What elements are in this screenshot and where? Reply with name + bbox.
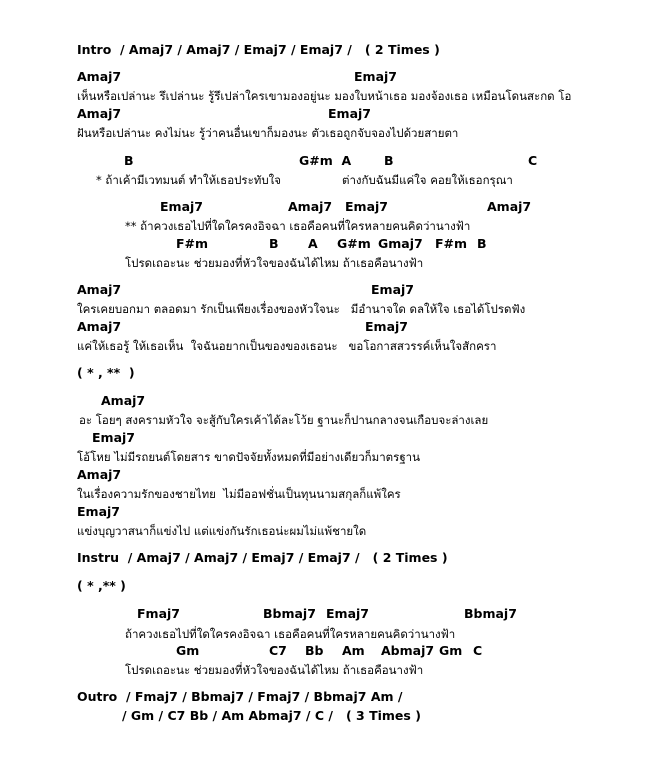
lyric-line: แข่งบุญวาสนาก็แข่งไป แต่แข่งกันรักเธอน่ะผมไม่แพ้ชายใด <box>77 524 367 538</box>
chord: Bbmaj7 <box>263 606 316 621</box>
chord: Amaj7 <box>77 282 122 297</box>
chord: C7 <box>269 643 287 658</box>
lyric-line: ใครเคยบอกมา ตลอดมา รักเป็นเพียงเรื่องของหัวใจนะ มีอำนาจใด ดลให้ใจ เธอได้โปรดฟัง <box>77 302 526 316</box>
repeat-marker: ( * ,** ) <box>77 578 126 593</box>
lyric-line: โปรดเถอะนะ ช่วยมองที่หัวใจของฉันได้ไหม ถ้าเธอคือนางฟ้า <box>125 256 424 270</box>
chord: Am <box>342 643 365 658</box>
chord: G#m <box>337 236 371 251</box>
chord: Amaj7 <box>77 69 122 84</box>
chord: B <box>124 153 134 168</box>
lyric-line: ฝันหรือเปล่านะ คงไม่นะ รู้ว่าคนอื่นเขาก็มองนะ ตัวเธอถูกจับจองไปด้วยสายตา <box>77 126 459 140</box>
chord: F#m <box>435 236 468 251</box>
chord: Amaj7 <box>77 106 122 121</box>
lyric-line: โปรดเถอะนะ ช่วยมองที่หัวใจของฉันได้ไหม ถ้าเธอคือนางฟ้า <box>125 663 424 677</box>
chord: Bbmaj7 <box>464 606 517 621</box>
chord: G#m A <box>299 153 352 168</box>
lyric-line: โอ้โหย ไม่มีรถยนต์โดยสาร ขาดปัจจัยทั้งหมดที่มีอย่างเดียวก็มาตรฐาน <box>77 450 420 464</box>
repeat-marker: ( * , ** ) <box>77 365 135 380</box>
lyric-line: ต่างกับฉันมีแค่ใจ คอยให้เธอกรุณา <box>342 173 513 187</box>
outro-line: Outro / Fmaj7 / Bbmaj7 / Fmaj7 / Bbmaj7 Am / <box>77 689 403 704</box>
chord: Emaj7 <box>365 319 408 334</box>
lyric-line: ** ถ้าควงเธอไปที่ใดใครคงอิจฉา เธอคือคนที่ใครหลายคนคิดว่านางฟ้า <box>125 219 471 233</box>
chord: Amaj7 <box>487 199 532 214</box>
chord: Emaj7 <box>328 106 371 121</box>
lyric-line: ถ้าควงเธอไปที่ใดใครคงอิจฉา เธอคือคนที่ใครหลายคนคิดว่านางฟ้า <box>125 627 456 641</box>
chord: A <box>308 236 318 251</box>
chord: B <box>384 153 394 168</box>
instru-line: Instru / Amaj7 / Amaj7 / Emaj7 / Emaj7 / ( 2 Times ) <box>77 550 448 565</box>
lyric-line: อะ โอยๆ สงครามหัวใจ จะสู้กับใครเค้าได้ละโว้ย ฐานะก็ปานกลางจนเกือบจะล่างเลย <box>79 413 489 427</box>
chord: Emaj7 <box>92 430 135 445</box>
chord: B <box>477 236 487 251</box>
chord: F#m <box>176 236 209 251</box>
chord: Emaj7 <box>354 69 397 84</box>
chord: Amaj7 <box>288 199 333 214</box>
chord: Gm <box>176 643 200 658</box>
chord: C <box>528 153 538 168</box>
lyric-line: เห็นหรือเปล่านะ รึเปล่านะ รู้รึเปล่าใครเขามองอยู่นะ มองใบหน้าเธอ มองจ้องเธอ เหมือนโดนสะกด โอ <box>77 89 572 103</box>
chord: Abmaj7 <box>381 643 435 658</box>
lyric-line: ในเรื่องความรักของชายไทย ไม่มีออฟชั่นเป็นทุนนามสกุลก็แพ้ใคร <box>77 487 401 501</box>
chord: Emaj7 <box>326 606 369 621</box>
chord: Amaj7 <box>101 393 146 408</box>
chord: Gm <box>439 643 463 658</box>
chord: Amaj7 <box>77 319 122 334</box>
intro-line: Intro / Amaj7 / Amaj7 / Emaj7 / Emaj7 / ( 2 Times ) <box>77 42 440 57</box>
chord: C <box>473 643 483 658</box>
outro-line: / Gm / C7 Bb / Am Abmaj7 / C / ( 3 Times ) <box>122 708 421 723</box>
chord: Amaj7 <box>77 467 122 482</box>
chord: Emaj7 <box>345 199 388 214</box>
chord: Fmaj7 <box>137 606 180 621</box>
lyric-line: แค่ให้เธอรู้ ให้เธอเห็น ใจฉันอยากเป็นของของเธอนะ ขอโอกาสสวรรค์เห็นใจสักครา <box>77 339 497 353</box>
chord: Emaj7 <box>160 199 203 214</box>
chord: Gmaj7 <box>378 236 423 251</box>
lyric-line: * ถ้าเค้ามีเวทมนต์ ทำให้เธอประทับใจ <box>96 173 281 187</box>
chord: Emaj7 <box>371 282 414 297</box>
chord: Emaj7 <box>77 504 120 519</box>
chord: Bb <box>305 643 324 658</box>
chord: B <box>269 236 279 251</box>
